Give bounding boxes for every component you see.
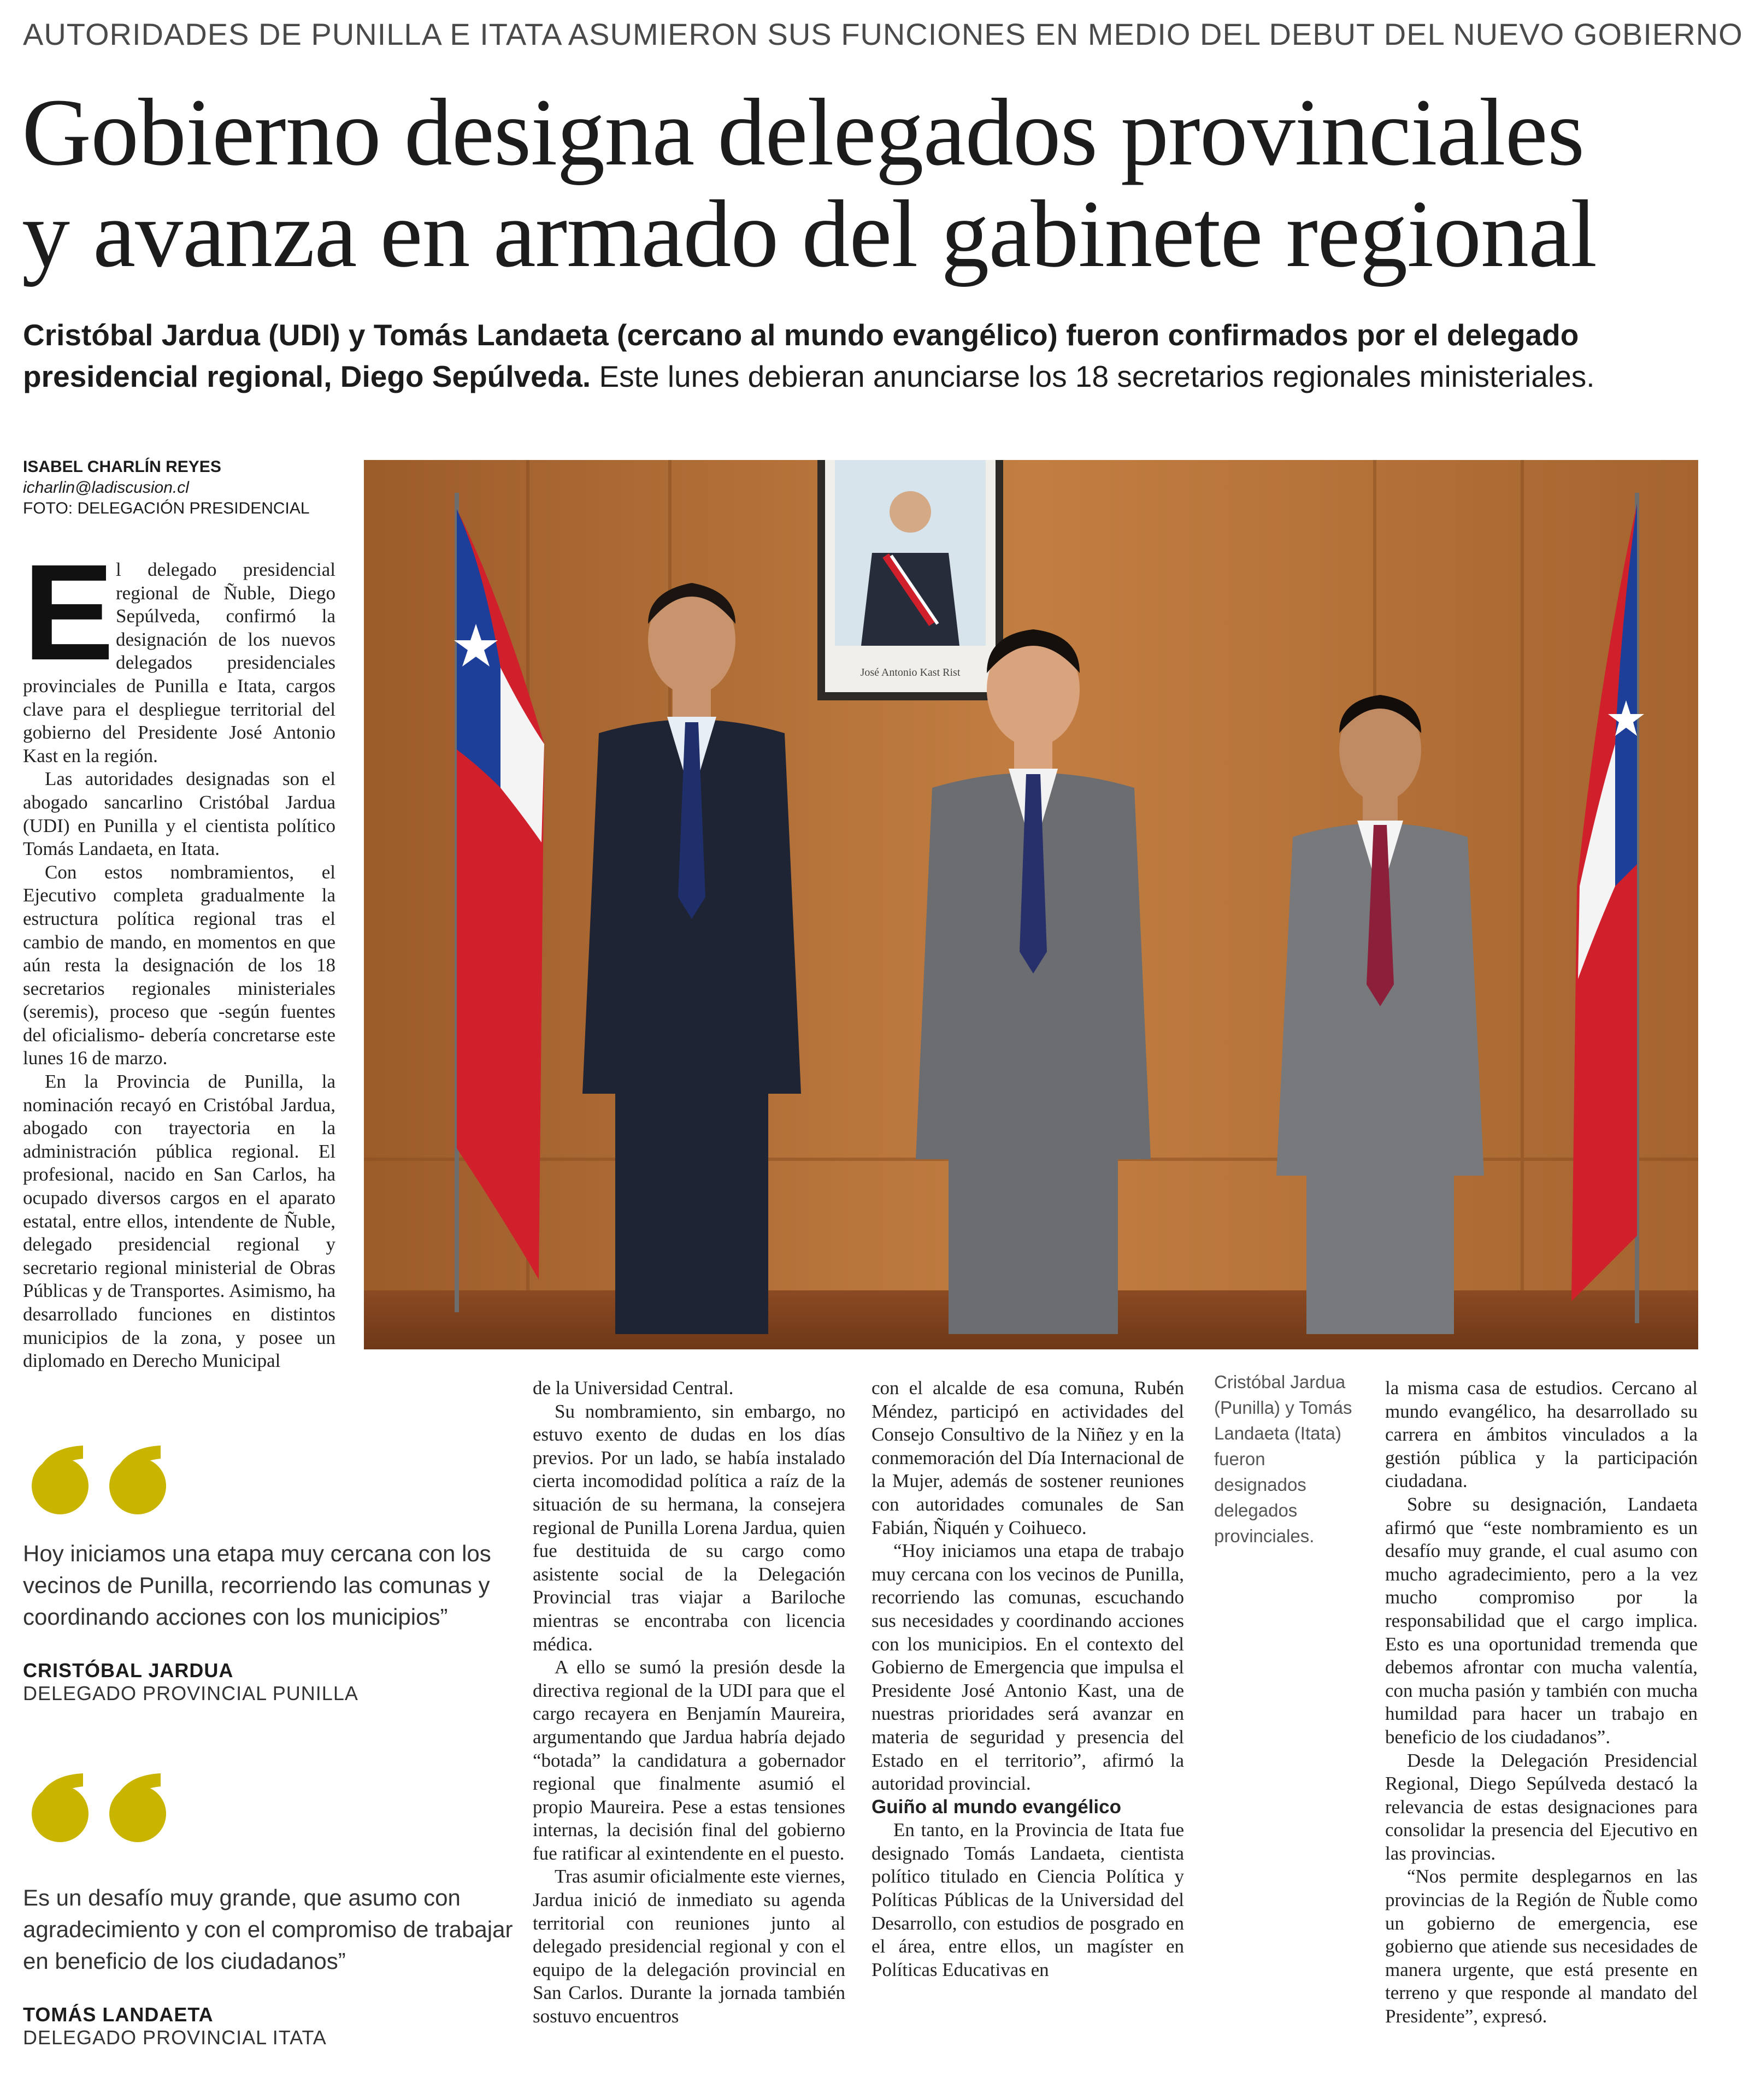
paragraph: “Nos permite desplegarnos en las provincias de la Región de Ñuble como un gobierno de emergencia, ese gobierno que atiende sus necesidades de manera urgente, que está presente en terreno y que responde al mandato del Presidente”, expresó. bbox=[1385, 1866, 1698, 2027]
quote-name: TOMÁS LANDAETA bbox=[23, 2003, 214, 2026]
paragraph: “Hoy iniciamos una etapa de trabajo muy cercana con los vecinos de Punilla, recorriendo las comunas, escuchando sus necesidades y coordinando acciones con los municipios. En el contexto del Gobierno de Emergencia que impulsa el Presidente José Antonio Kast, una de nuestras prioridades será avanzar en materia de seguridad y presencia del Estado en el territorio”, afirmó la autoridad provincial. bbox=[872, 1540, 1184, 1795]
article-column-1 bbox=[23, 536, 335, 1373]
drop-cap: E bbox=[23, 536, 114, 688]
first-paragraph: El delegado presidencial regional de Ñuble, Diego Sepúlveda, confirmó la designación de los nuevos delegados presidenciales provinciales de Punilla e Itata, cargos clave para el despliegue territorial del gobierno del Presidente José Antonio Kast en la región. bbox=[23, 536, 335, 766]
photo-credit: FOTO: DELEGACIÓN PRESIDENCIAL bbox=[23, 499, 310, 517]
quote-mark-icon bbox=[23, 1770, 181, 1841]
paragraph: de la Universidad Central. bbox=[533, 1377, 734, 1399]
lede-regular: Este lunes debieran anunciarse los 18 secretarios regionales ministeriales. bbox=[591, 359, 1595, 393]
headline-line-2: y avanza en armado del gabinete regional bbox=[22, 181, 1597, 287]
paragraph: Sobre su designación, Landaeta afirmó que “este nombramiento es un desafío muy grande, el cual asumo con mucho agradecimiento, pero a la vez mucho compromiso por la responsabilidad que el cargo implica. Esto es una oportunidad tremenda que debemos afrontar con mucha valentía, con mucha pasión y también con mucha humildad para hacer un trabajo en beneficio de los ciudadanos”. bbox=[1385, 1493, 1698, 1748]
article-column-3 bbox=[872, 1377, 1184, 1981]
quote-role: DELEGADO PROVINCIAL PUNILLA bbox=[23, 1682, 358, 1704]
kicker: AUTORIDADES DE PUNILLA E ITATA ASUMIERON SUS FUNCIONES EN MEDIO DEL DEBUT DEL NUEVO GOBIERNO bbox=[23, 17, 1743, 51]
paragraph: A ello se sumó la presión desde la directiva regional de la UDI para que el cargo recayera en Benjamín Maureira, argumentando que Jardua habría dejado “botada” la candidatura a gobernador regional que finalmente asumió el propio Maureira. Pese a estas tensiones internas, la decisión final del gobierno fue ratificar al exintendente en el puesto. bbox=[533, 1656, 845, 1864]
article-column-4 bbox=[1385, 1377, 1698, 2028]
pull-quote-1 bbox=[23, 1442, 515, 1705]
byline bbox=[23, 457, 362, 519]
presidential-portrait bbox=[817, 460, 1003, 700]
paragraph: En tanto, en la Provincia de Itata fue designado Tomás Landaeta, cientista político titulado en Ciencia Política y Políticas Públicas de la Universidad del Desarrollo, con estudios de posgrado en el área, entre ellos, un magíster en Políticas Educativas en bbox=[872, 1819, 1184, 1980]
paragraph: Las autoridades designadas son el abogado sancarlino Cristóbal Jardua (UDI) en Punilla y el cientista político Tomás Landaeta, en Itata. bbox=[23, 768, 335, 860]
headline bbox=[22, 79, 1716, 287]
paragraph: la misma casa de estudios. Cercano al mundo evangélico, ha desarrollado su carrera en ámbitos vinculados a la gestión pública y la participación ciudadana. bbox=[1385, 1377, 1698, 1492]
quote-text: Hoy iniciamos una etapa muy cercana con los vecinos de Punilla, recorriendo las comunas y coordinando acciones con los municipios” bbox=[23, 1541, 491, 1630]
paragraph: Desde la Delegación Presidencial Regional, Diego Sepúlveda destacó la relevancia de estas designaciones para consolidar la presencia del Ejecutivo en las provincias. bbox=[1385, 1749, 1698, 1864]
photo-caption: Cristóbal Jardua (Punilla) y Tomás Landaeta (Itata) fueron designados delegados provinciales. bbox=[1214, 1372, 1352, 1546]
lede-bold: Cristóbal Jardua (UDI) y Tomás Landaeta (cercano al mundo evangélico) fueron confirmados por el delegado presidencial regional, Diego Sepúlveda. bbox=[23, 318, 1579, 393]
headline-line-1: Gobierno designa delegados provinciales bbox=[22, 79, 1585, 186]
article-column-2 bbox=[533, 1377, 845, 2028]
photo-illustration bbox=[364, 460, 1698, 1349]
quote-role: DELEGADO PROVINCIAL ITATA bbox=[23, 2026, 327, 2049]
lede bbox=[23, 314, 1706, 397]
portrait-caption: José Antonio Kast Rist bbox=[860, 666, 961, 679]
subheading: Guiño al mundo evangélico bbox=[872, 1796, 1121, 1818]
paragraph: En la Provincia de Punilla, la nominación recayó en Cristóbal Jardua, abogado con trayectoria en la administración pública regional. El profesional, nacido en San Carlos, ha ocupado diversos cargos en el aparato estatal, entre ellos, intendente de Ñuble, delegado presidencial regional y secretario regional ministerial de Obras Públicas y de Transportes. Asimismo, ha desarrollado funciones en distintos municipios de la zona, y posee un diplomado en Derecho Municipal bbox=[23, 1071, 335, 1372]
paragraph: Su nombramiento, sin embargo, no estuvo exento de dudas en los días previos. Por un lado, se había instalado cierta incomodidad política a raíz de la situación de su hermana, la consejera regional de Punilla Lorena Jardua, quien fue destituida de su cargo como asistente social de la Delegación Provincial tras viajar a Bariloche mientras se encontraba con licencia médica. bbox=[533, 1400, 845, 1655]
author-email[interactable]: icharlin@ladiscusion.cl bbox=[23, 479, 189, 497]
paragraph: Tras asumir oficialmente este viernes, Jardua inició de inmediato su agenda territorial con reuniones junto al delegado presidencial regional y con el equipo de la delegación provincial en San Carlos. Durante la jornada también sostuvo encuentros bbox=[533, 1866, 845, 2027]
article-photo bbox=[364, 460, 1698, 1349]
pull-quote-2 bbox=[23, 1770, 515, 2049]
paragraph: Con estos nombramientos, el Ejecutivo completa gradualmente la estructura política regional tras el cambio de mando, en momentos en que aún resta la designación de los 18 secretarios regionales ministeriales (seremis), proceso que -según fuentes del oficialismo- debería concretarse este lunes 16 de marzo. bbox=[23, 861, 335, 1069]
author-name: ISABEL CHARLÍN REYES bbox=[23, 458, 221, 476]
quote-mark-icon bbox=[23, 1442, 181, 1513]
paragraph: con el alcalde de esa comuna, Rubén Méndez, participó en actividades del Consejo Consultivo de la Niñez y en la conmemoración del Día Internacional de la Mujer, además de sostener reuniones con autoridades comunales de San Fabián, Ñiquén y Coihueco. bbox=[872, 1377, 1184, 1538]
quote-text: Es un desafío muy grande, que asumo con agradecimiento y con el compromiso de trabajar en beneficio de los ciudadanos” bbox=[23, 1885, 513, 1974]
quote-name: CRISTÓBAL JARDUA bbox=[23, 1659, 234, 1682]
